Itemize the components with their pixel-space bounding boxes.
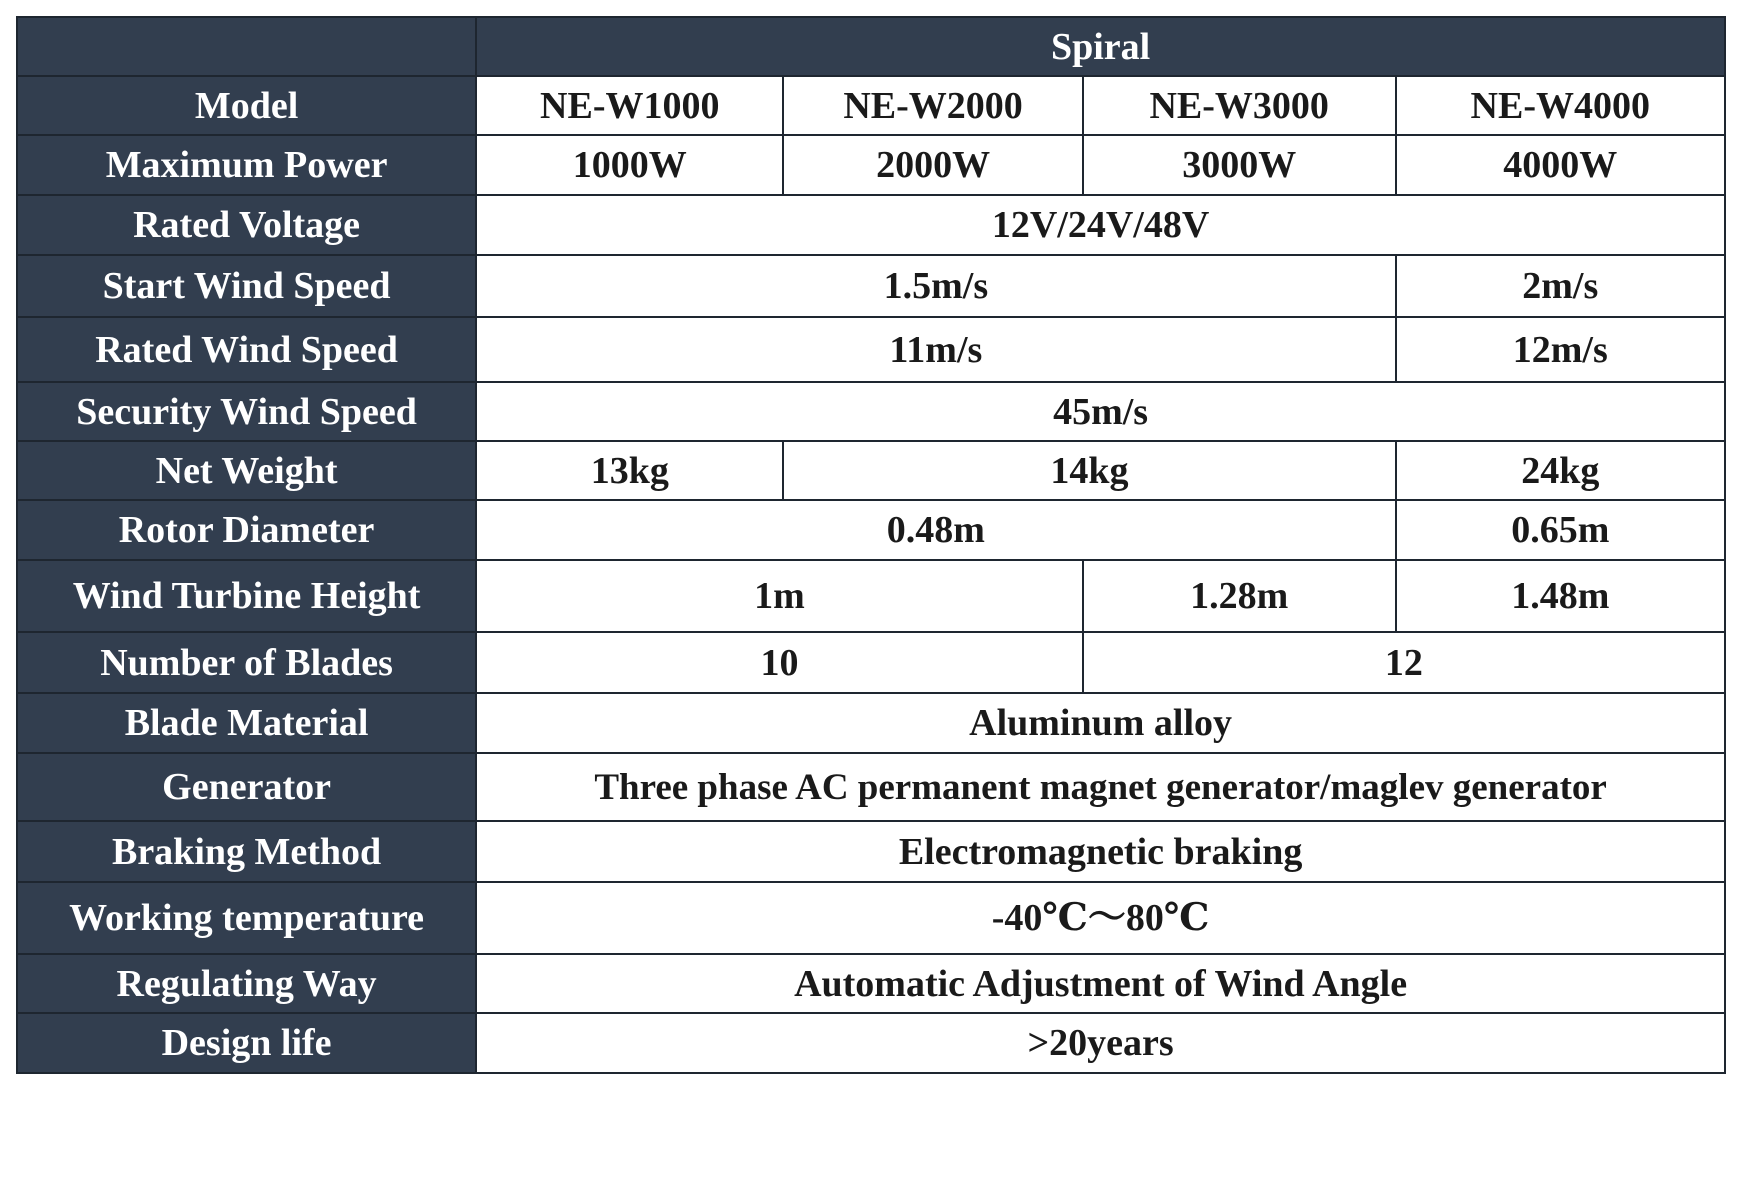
row-label: Working temperature [17,882,476,954]
value-cell: Three phase AC permanent magnet generator/maglev generator [476,753,1725,821]
row-generator [17,753,1725,821]
value-cell: 1000W [476,135,783,195]
value-cell: 12V/24V/48V [476,195,1725,255]
value-cell: 1.28m [1083,560,1396,632]
value-cell: 1m [476,560,1083,632]
value-cell: 14kg [783,441,1395,500]
row-security-wind-speed [17,382,1725,441]
row-label: Security Wind Speed [17,382,476,441]
row-braking-method [17,821,1725,882]
row-turbine-height [17,560,1725,632]
row-label: Rated Wind Speed [17,317,476,382]
value-cell: 3000W [1083,135,1396,195]
row-label: Rotor Diameter [17,500,476,560]
row-working-temperature [17,882,1725,954]
row-label: Blade Material [17,693,476,753]
row-label: Rated Voltage [17,195,476,255]
value-cell: 2000W [783,135,1082,195]
value-cell: Electromagnetic braking [476,821,1725,882]
row-label: Start Wind Speed [17,255,476,317]
row-label: Number of Blades [17,632,476,693]
row-label: Regulating Way [17,954,476,1013]
row-label: Maximum Power [17,135,476,195]
row-label: Design life [17,1013,476,1073]
model-cell: NE-W3000 [1083,76,1396,135]
model-cell: NE-W1000 [476,76,783,135]
value-cell: 1.5m/s [476,255,1395,317]
value-cell: 13kg [476,441,783,500]
row-design-life [17,1013,1725,1073]
row-label: Wind Turbine Height [17,560,476,632]
row-number-of-blades [17,632,1725,693]
header-group-spiral: Spiral [476,17,1725,76]
value-cell: 12 [1083,632,1725,693]
row-regulating-way [17,954,1725,1013]
row-net-weight [17,441,1725,500]
value-cell: -40℃～80℃ [476,882,1725,954]
model-cell: NE-W2000 [783,76,1082,135]
row-model [17,76,1725,135]
value-cell: Automatic Adjustment of Wind Angle [476,954,1725,1013]
value-cell: Aluminum alloy [476,693,1725,753]
row-blade-material [17,693,1725,753]
row-max-power [17,135,1725,195]
header-row [17,17,1725,76]
value-cell: 12m/s [1396,317,1725,382]
value-cell: 10 [476,632,1083,693]
spec-table [16,16,1726,1074]
row-label: Model [17,76,476,135]
value-cell: 2m/s [1396,255,1725,317]
row-rated-voltage [17,195,1725,255]
value-cell: 1.48m [1396,560,1725,632]
row-rated-wind-speed [17,317,1725,382]
model-cell: NE-W4000 [1396,76,1725,135]
value-cell: 45m/s [476,382,1725,441]
value-cell: >20years [476,1013,1725,1073]
row-label: Generator [17,753,476,821]
value-cell: 0.65m [1396,500,1725,560]
row-rotor-diameter [17,500,1725,560]
value-cell: 0.48m [476,500,1395,560]
value-cell: 11m/s [476,317,1395,382]
header-corner-cell [17,17,476,76]
value-cell: 24kg [1396,441,1725,500]
row-start-wind-speed [17,255,1725,317]
row-label: Net Weight [17,441,476,500]
row-label: Braking Method [17,821,476,882]
value-cell: 4000W [1396,135,1725,195]
